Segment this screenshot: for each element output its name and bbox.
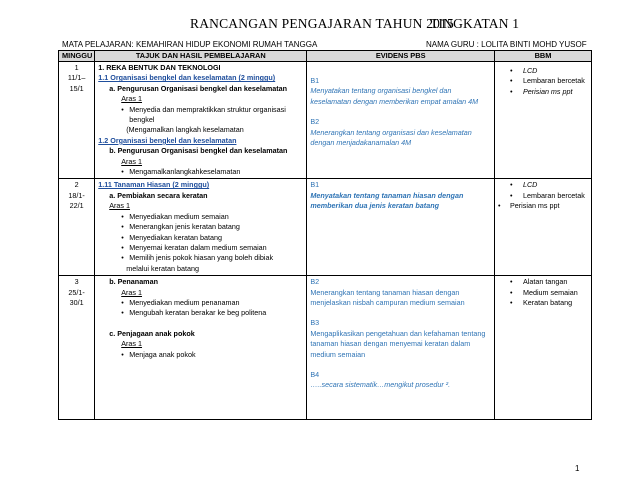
info-bar: [58, 39, 592, 50]
subtopic-heading: 1.2 Organisasi bengkel dan keselamatan: [98, 135, 237, 145]
level-label: Aras 1: [121, 287, 143, 297]
week-dates: 25/1-30/1: [68, 287, 85, 307]
evidence-code: B1: [310, 76, 320, 85]
bbm-item: • Perisian ms ppt: [498, 87, 588, 97]
bbm-item: • LCD: [498, 180, 588, 190]
header-week: MINGGU: [59, 51, 95, 62]
objective-item: • Menyedia dan mempraktikkan struktur organisasi bengkel: [98, 105, 303, 126]
evidence-text: Mengaplikasikan pengetahuan dan kefahaman tentang tanaman hiasan dengan menyemai keratan dalam medium semaian: [310, 328, 486, 359]
topic-heading: 1. REKA BENTUK DAN TEKNOLOGI: [98, 63, 221, 72]
subtopic-item: c. Penjagaan anak pokok: [109, 328, 195, 338]
page-number: 1: [575, 464, 580, 473]
evidence-cell: [307, 276, 495, 420]
subtopic-heading: 1.1 Organisasi bengkel dan keselamatan (2 minggu): [98, 73, 276, 83]
objective-item: • Menerangkan jenis keratan batang: [98, 222, 303, 232]
objective-continuation: (Mengamalkan langkah keselamatan: [126, 125, 244, 135]
bbm-cell: [494, 179, 591, 276]
evidence-code: B2: [310, 117, 320, 127]
week-cell: [59, 179, 95, 276]
objective-item: • Memilih jenis pokok hiasan yang boleh dibiak: [98, 253, 303, 263]
table-row: [59, 179, 592, 276]
objective-item: • Menjaga anak pokok: [98, 350, 303, 360]
subtopic-item: b. Penanaman: [109, 277, 158, 287]
topic-cell: [95, 179, 307, 276]
bbm-item: • Alatan tangan: [498, 277, 588, 287]
bbm-item: • Perisian ms ppt: [498, 201, 588, 211]
header-topic: TAJUK DAN HASIL PEMBELAJARAN: [95, 51, 307, 62]
header-bbm: BBM: [494, 51, 591, 62]
level-label: Aras 1: [121, 156, 143, 166]
week-number: 3: [74, 277, 79, 287]
topic-cell: [95, 62, 307, 179]
week-dates: 11/1–15/1: [67, 73, 86, 93]
evidence-text: Menerangkan tentang organisasi dan keselamatan dengan menjadakanamalan 4M: [310, 127, 472, 148]
subtopic-heading: 1.11 Tanaman Hiasan (2 minggu): [98, 180, 210, 190]
week-dates: 18/1-22/1: [68, 190, 85, 211]
week-cell: [59, 62, 95, 179]
objective-item: • Menyediakan keratan batang: [98, 233, 303, 243]
evidence-text: Menyatakan tentang tanaman hiasan dengan memberikan dua jenis keratan batang: [310, 190, 464, 211]
topic-cell: [95, 276, 307, 420]
header-evidence: EVIDENS PBS: [307, 51, 495, 62]
table-header-row: [59, 51, 592, 62]
objective-item: • Mengubah keratan berakar ke beg politena: [98, 308, 303, 318]
evidence-text: …..secara sistematik…mengikut prosedur ².: [310, 380, 451, 390]
objective-item: • Mengamalkanlangkahkeselamatan: [98, 167, 303, 177]
bbm-item: • Medium semaian: [498, 288, 588, 298]
objective-item: • Menyemai keratan dalam medium semaian: [98, 243, 303, 253]
plan-title: RANCANGAN PENGAJARAN TAHUN 2015: [190, 16, 455, 31]
subtopic-item: b. Pengurusan Organisasi bengkel dan keselamatan: [109, 146, 288, 156]
table-row: [59, 276, 592, 420]
subtopic-item: a. Pembiakan secara keratan: [109, 190, 208, 200]
form-level: TINGKATAN 1: [430, 16, 520, 31]
lesson-plan-table: [58, 50, 592, 420]
bbm-cell: [494, 276, 591, 420]
bbm-item: • LCD: [498, 66, 588, 76]
evidence-code: B2: [310, 277, 320, 287]
table-row: [59, 62, 592, 179]
week-number: 1: [74, 63, 79, 72]
level-label: Aras 1: [109, 201, 131, 211]
week-cell: [59, 276, 95, 420]
objective-item: • Menyediakan medium semaian: [98, 212, 303, 222]
subject-label: MATA PELAJARAN: KEMAHIRAN HIDUP EKONOMI RUMAH TANGGA: [62, 40, 318, 49]
evidence-cell: [307, 179, 495, 276]
level-label: Aras 1: [121, 94, 143, 104]
week-number: 2: [74, 180, 79, 190]
evidence-code: B1: [310, 180, 320, 190]
evidence-code: B3: [310, 318, 320, 328]
evidence-code: B4: [310, 369, 320, 379]
objective-continuation: melalui keratan batang: [126, 263, 199, 273]
teacher-label: NAMA GURU : LOLITA BINTI MOHD YUSOF: [426, 40, 587, 49]
bbm-item: • Lembaran bercetak: [498, 76, 588, 86]
evidence-cell: [307, 62, 495, 179]
evidence-text: Menerangkan tentang tanaman hiasan dengan menjelaskan nisbah campuran medium semaian: [310, 287, 465, 307]
subtopic-item: a. Pengurusan Organisasi bengkel dan keselamatan: [109, 83, 287, 93]
objective-item: • Menyediakan medium penanaman: [98, 298, 303, 308]
evidence-text: Menyatakan tentang organisasi bengkel dan keselamatan dengan memberikan empat amalan 4M: [310, 86, 479, 106]
bbm-cell: [494, 62, 591, 179]
level-label: Aras 1: [121, 339, 143, 349]
bbm-item: • Keratan batang: [498, 298, 588, 308]
bbm-item: • Lembaran bercetak: [498, 191, 588, 201]
